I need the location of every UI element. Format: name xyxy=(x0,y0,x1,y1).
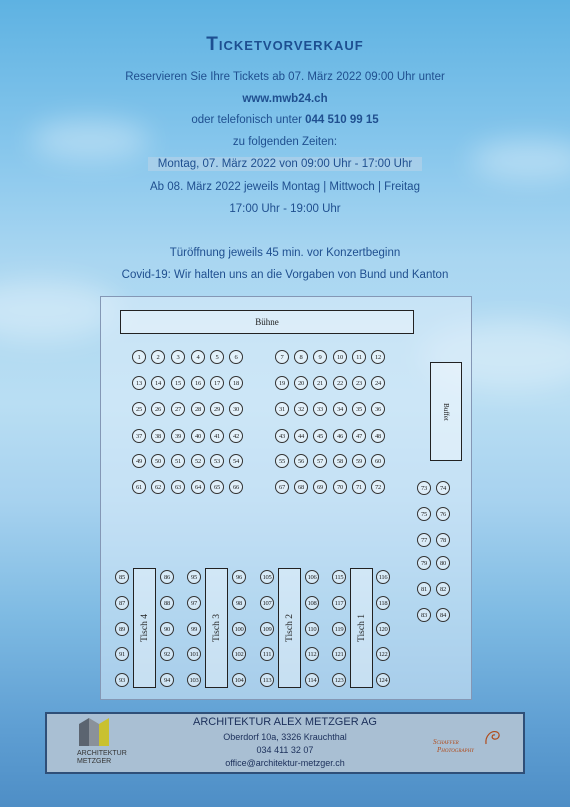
seat-15[interactable]: 15 xyxy=(171,376,185,390)
buffet-label: Buffet xyxy=(441,402,450,421)
seat-62[interactable]: 62 xyxy=(151,480,165,494)
seat-59[interactable]: 59 xyxy=(352,454,366,468)
seat-37[interactable]: 37 xyxy=(132,429,146,443)
seat-12[interactable]: 12 xyxy=(371,350,385,364)
seat-101[interactable]: 101 xyxy=(187,647,201,661)
camera-swirl-icon xyxy=(483,726,503,748)
seat-118[interactable]: 118 xyxy=(376,596,390,610)
seat-52[interactable]: 52 xyxy=(191,454,205,468)
seat-83[interactable]: 83 xyxy=(417,608,431,622)
seat-91[interactable]: 91 xyxy=(115,647,129,661)
reservation-intro: Reservieren Sie Ihre Tickets ab 07. März 2022 09:00 Uhr unter xyxy=(125,71,445,83)
photography-logo xyxy=(433,738,474,754)
seat-73[interactable]: 73 xyxy=(417,481,431,495)
seat-103[interactable]: 103 xyxy=(187,673,201,687)
seat-21[interactable]: 21 xyxy=(313,376,327,390)
seat-10[interactable]: 10 xyxy=(333,350,347,364)
seat-7[interactable]: 7 xyxy=(275,350,289,364)
seat-102[interactable]: 102 xyxy=(232,647,246,661)
seat-28[interactable]: 28 xyxy=(191,402,205,416)
seat-60[interactable]: 60 xyxy=(371,454,385,468)
website-link[interactable]: www.mwb24.ch xyxy=(242,93,328,105)
seat-16[interactable]: 16 xyxy=(191,376,205,390)
buffet xyxy=(430,362,462,461)
seat-2[interactable]: 2 xyxy=(151,350,165,364)
seat-71[interactable]: 71 xyxy=(352,480,366,494)
seat-66[interactable]: 66 xyxy=(229,480,243,494)
times-line-2: Ab 08. März 2022 jeweils Montag | Mittwoch | Freitag xyxy=(150,181,420,193)
seat-98[interactable]: 98 xyxy=(232,596,246,610)
seat-78[interactable]: 78 xyxy=(436,533,450,547)
seat-124[interactable]: 124 xyxy=(376,673,390,687)
seat-87[interactable]: 87 xyxy=(115,596,129,610)
seat-9[interactable]: 9 xyxy=(313,350,327,364)
seat-107[interactable]: 107 xyxy=(260,596,274,610)
table-1 xyxy=(350,568,373,688)
seat-38[interactable]: 38 xyxy=(151,429,165,443)
seat-74[interactable]: 74 xyxy=(436,481,450,495)
seat-121[interactable]: 121 xyxy=(332,647,346,661)
seat-93[interactable]: 93 xyxy=(115,673,129,687)
seat-64[interactable]: 64 xyxy=(191,480,205,494)
seat-39[interactable]: 39 xyxy=(171,429,185,443)
seat-27[interactable]: 27 xyxy=(171,402,185,416)
seat-51[interactable]: 51 xyxy=(171,454,185,468)
seat-34[interactable]: 34 xyxy=(333,402,347,416)
seat-75[interactable]: 75 xyxy=(417,507,431,521)
seat-95[interactable]: 95 xyxy=(187,570,201,584)
table-label: Tisch 4 xyxy=(139,614,150,642)
seat-30[interactable]: 30 xyxy=(229,402,243,416)
seat-123[interactable]: 123 xyxy=(332,673,346,687)
seat-119[interactable]: 119 xyxy=(332,622,346,636)
seat-19[interactable]: 19 xyxy=(275,376,289,390)
seat-72[interactable]: 72 xyxy=(371,480,385,494)
stage xyxy=(120,310,414,334)
seat-11[interactable]: 11 xyxy=(352,350,366,364)
seat-115[interactable]: 115 xyxy=(332,570,346,584)
seat-113[interactable]: 113 xyxy=(260,673,274,687)
seat-43[interactable]: 43 xyxy=(275,429,289,443)
seat-111[interactable]: 111 xyxy=(260,647,274,661)
seat-81[interactable]: 81 xyxy=(417,582,431,596)
seat-114[interactable]: 114 xyxy=(305,673,319,687)
seat-104[interactable]: 104 xyxy=(232,673,246,687)
seat-29[interactable]: 29 xyxy=(210,402,224,416)
seat-61[interactable]: 61 xyxy=(132,480,146,494)
seat-18[interactable]: 18 xyxy=(229,376,243,390)
seat-88[interactable]: 88 xyxy=(160,596,174,610)
seat-86[interactable]: 86 xyxy=(160,570,174,584)
seat-23[interactable]: 23 xyxy=(352,376,366,390)
seat-35[interactable]: 35 xyxy=(352,402,366,416)
table-label: Tisch 1 xyxy=(356,614,367,642)
seat-68[interactable]: 68 xyxy=(294,480,308,494)
logo-text-1: ARCHITEKTUR xyxy=(77,750,127,757)
seat-31[interactable]: 31 xyxy=(275,402,289,416)
seat-46[interactable]: 46 xyxy=(333,429,347,443)
sponsor-footer xyxy=(45,712,525,774)
seat-89[interactable]: 89 xyxy=(115,622,129,636)
covid-info: Covid-19: Wir halten uns an die Vorgaben von Bund und Kanton xyxy=(121,269,449,281)
company-address: Oberdorf 10a, 3326 Krauchthal xyxy=(223,732,347,742)
seat-36[interactable]: 36 xyxy=(371,402,385,416)
seat-54[interactable]: 54 xyxy=(229,454,243,468)
seat-55[interactable]: 55 xyxy=(275,454,289,468)
seat-5[interactable]: 5 xyxy=(210,350,224,364)
seat-109[interactable]: 109 xyxy=(260,622,274,636)
seat-76[interactable]: 76 xyxy=(436,507,450,521)
seat-53[interactable]: 53 xyxy=(210,454,224,468)
times-highlight: Montag, 07. März 2022 von 09:00 Uhr - 17:00 Uhr xyxy=(148,157,422,171)
seat-25[interactable]: 25 xyxy=(132,402,146,416)
page-title: Ticketvorverkauf xyxy=(206,34,364,55)
seat-33[interactable]: 33 xyxy=(313,402,327,416)
table-label: Tisch 2 xyxy=(284,614,295,642)
seat-24[interactable]: 24 xyxy=(371,376,385,390)
seat-42[interactable]: 42 xyxy=(229,429,243,443)
seat-41[interactable]: 41 xyxy=(210,429,224,443)
seat-6[interactable]: 6 xyxy=(229,350,243,364)
seat-26[interactable]: 26 xyxy=(151,402,165,416)
photo-text-2: Photography xyxy=(437,746,474,754)
seat-14[interactable]: 14 xyxy=(151,376,165,390)
seat-47[interactable]: 47 xyxy=(352,429,366,443)
seat-45[interactable]: 45 xyxy=(313,429,327,443)
phone-number[interactable]: 044 510 99 15 xyxy=(305,114,379,126)
seat-69[interactable]: 69 xyxy=(313,480,327,494)
seat-77[interactable]: 77 xyxy=(417,533,431,547)
seat-8[interactable]: 8 xyxy=(294,350,308,364)
phone-prefix: oder telefonisch unter xyxy=(191,114,306,126)
table-3 xyxy=(205,568,228,688)
seat-97[interactable]: 97 xyxy=(187,596,201,610)
seat-84[interactable]: 84 xyxy=(436,608,450,622)
company-phone: 034 411 32 07 xyxy=(256,745,314,755)
seat-17[interactable]: 17 xyxy=(210,376,224,390)
seat-67[interactable]: 67 xyxy=(275,480,289,494)
seat-117[interactable]: 117 xyxy=(332,596,346,610)
seat-58[interactable]: 58 xyxy=(333,454,347,468)
stage-label: Bühne xyxy=(255,317,279,327)
seat-120[interactable]: 120 xyxy=(376,622,390,636)
seat-122[interactable]: 122 xyxy=(376,647,390,661)
seat-110[interactable]: 110 xyxy=(305,622,319,636)
photo-text-1: Schaffer xyxy=(433,738,459,746)
seat-65[interactable]: 65 xyxy=(210,480,224,494)
seat-99[interactable]: 99 xyxy=(187,622,201,636)
seat-3[interactable]: 3 xyxy=(171,350,185,364)
seat-22[interactable]: 22 xyxy=(333,376,347,390)
table-label: Tisch 3 xyxy=(211,614,222,642)
seat-13[interactable]: 13 xyxy=(132,376,146,390)
seat-100[interactable]: 100 xyxy=(232,622,246,636)
seat-56[interactable]: 56 xyxy=(294,454,308,468)
seat-70[interactable]: 70 xyxy=(333,480,347,494)
doors-info: Türöffnung jeweils 45 min. vor Konzertbeginn xyxy=(169,247,401,259)
seat-48[interactable]: 48 xyxy=(371,429,385,443)
seat-1[interactable]: 1 xyxy=(132,350,146,364)
seat-106[interactable]: 106 xyxy=(305,570,319,584)
seat-116[interactable]: 116 xyxy=(376,570,390,584)
phone-line xyxy=(0,114,570,126)
seat-85[interactable]: 85 xyxy=(115,570,129,584)
logo-text-2: METZGER xyxy=(77,758,112,765)
times-highlight-row xyxy=(0,157,570,171)
seat-50[interactable]: 50 xyxy=(151,454,165,468)
seat-79[interactable]: 79 xyxy=(417,556,431,570)
seat-32[interactable]: 32 xyxy=(294,402,308,416)
seat-90[interactable]: 90 xyxy=(160,622,174,636)
times-intro: zu folgenden Zeiten: xyxy=(232,136,338,148)
seat-80[interactable]: 80 xyxy=(436,556,450,570)
seat-96[interactable]: 96 xyxy=(232,570,246,584)
times-line-3: 17:00 Uhr - 19:00 Uhr xyxy=(229,203,341,215)
table-2 xyxy=(278,568,301,688)
seat-63[interactable]: 63 xyxy=(171,480,185,494)
seat-108[interactable]: 108 xyxy=(305,596,319,610)
seat-49[interactable]: 49 xyxy=(132,454,146,468)
seat-20[interactable]: 20 xyxy=(294,376,308,390)
seat-82[interactable]: 82 xyxy=(436,582,450,596)
seat-4[interactable]: 4 xyxy=(191,350,205,364)
company-email[interactable]: office@architektur-metzger.ch xyxy=(225,758,345,768)
seat-57[interactable]: 57 xyxy=(313,454,327,468)
seat-94[interactable]: 94 xyxy=(160,673,174,687)
company-name: ARCHITEKTUR ALEX METZGER AG xyxy=(193,716,377,728)
seat-40[interactable]: 40 xyxy=(191,429,205,443)
seat-112[interactable]: 112 xyxy=(305,647,319,661)
seat-44[interactable]: 44 xyxy=(294,429,308,443)
table-4 xyxy=(133,568,156,688)
seat-92[interactable]: 92 xyxy=(160,647,174,661)
seat-105[interactable]: 105 xyxy=(260,570,274,584)
